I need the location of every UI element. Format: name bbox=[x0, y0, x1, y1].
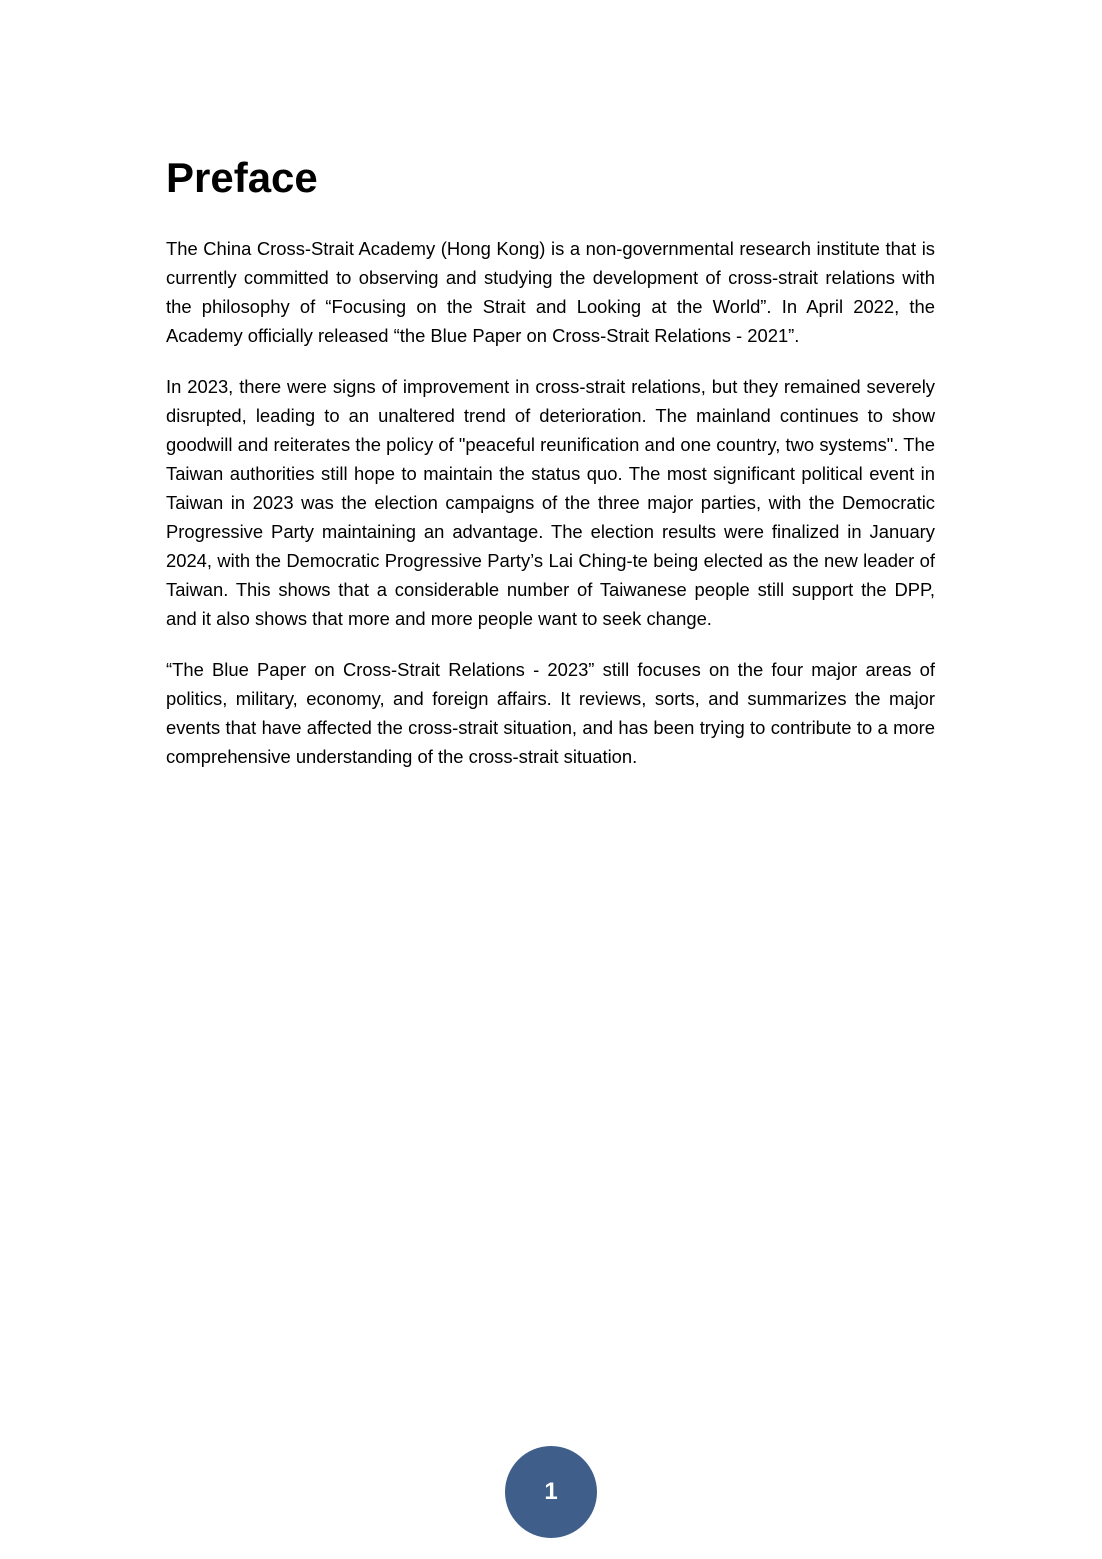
page-title: Preface bbox=[166, 154, 318, 201]
paragraph-intro: The China Cross-Strait Academy (Hong Kong) is a non-governmental research institute that is currently committed to observing and studying the development of cross-strait relations with the philosophy of “Focusing on the Strait and Looking at the World”. In April 2022, the Academy officially released “the Blue Paper on Cross-Strait Relations - 2021”. bbox=[166, 238, 935, 346]
page-content bbox=[166, 152, 935, 793]
page-number-badge bbox=[505, 1446, 597, 1538]
page-number: 1 bbox=[544, 1478, 558, 1505]
paragraph-blue-paper-focus: “The Blue Paper on Cross-Strait Relations - 2023” still focuses on the four major areas of politics, military, economy, and foreign affairs. It reviews, sorts, and summarizes the major events that have affected the cross-strait situation, and has been trying to contribute to a more comprehensive understanding of the cross-strait situation. bbox=[166, 659, 935, 767]
paragraph-2023-relations: In 2023, there were signs of improvement in cross-strait relations, but they remained severely disrupted, leading to an unaltered trend of deterioration. The mainland continues to show goodwill and reiterates the policy of "peaceful reunification and one country, two systems". The Taiwan authorities still hope to maintain the status quo. The most significant political event in Taiwan in 2023 was the election campaigns of the three major parties, with the Democratic Progressive Party maintaining an advantage. The election results were finalized in January 2024, with the Democratic Progressive Party’s Lai Ching-te being elected as the new leader of Taiwan. This shows that a considerable number of Taiwanese people still support the DPP, and it also shows that more and more people want to seek change. bbox=[166, 376, 935, 629]
